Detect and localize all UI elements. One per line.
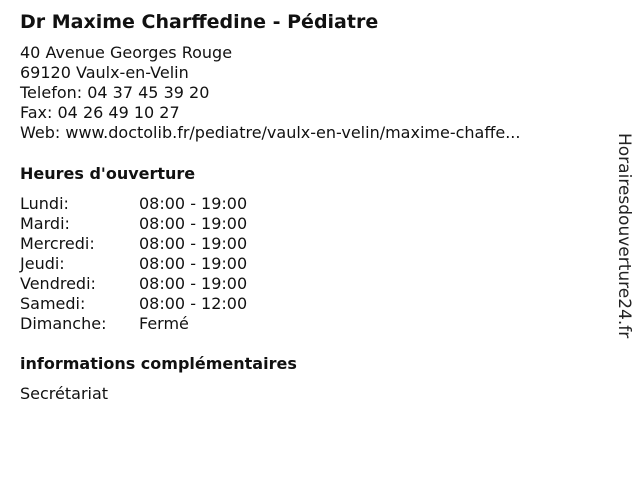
hours-day: Dimanche:: [20, 314, 107, 333]
hours-day: Lundi:: [20, 194, 69, 213]
website-link[interactable]: www.doctolib.fr/pediatre/vaulx-en-velin/maxime-chaffe...: [65, 123, 521, 142]
additional-info-heading: informations complémentaires: [20, 354, 297, 373]
web-label: Web:: [20, 123, 61, 142]
hours-time: 08:00 - 19:00: [139, 254, 248, 273]
hours-day: Jeudi:: [20, 254, 65, 273]
hours-time: 08:00 - 19:00: [139, 274, 248, 293]
hours-day: Samedi:: [20, 294, 86, 313]
hours-day: Mardi:: [20, 214, 70, 233]
fax-number: 04 26 49 10 27: [57, 103, 180, 122]
contact-block: [20, 43, 520, 143]
phone-number[interactable]: 04 37 45 39 20: [87, 83, 210, 102]
hours-time: 08:00 - 12:00: [139, 294, 248, 313]
address-city: 69120 Vaulx-en-Velin: [20, 63, 189, 82]
phone-line: [20, 83, 520, 103]
hours-time: 08:00 - 19:00: [139, 194, 248, 213]
hours-day: Vendredi:: [20, 274, 96, 293]
hours-time: Fermé: [139, 314, 189, 333]
page-title: Dr Maxime Charffedine - Pédiatre: [20, 11, 379, 33]
fax-label: Fax:: [20, 103, 53, 122]
address-street: 40 Avenue Georges Rouge: [20, 43, 233, 62]
hours-time: 08:00 - 19:00: [139, 214, 248, 233]
fax-line: [20, 103, 520, 123]
additional-info-text: Secrétariat: [20, 384, 109, 403]
hours-day: Mercredi:: [20, 234, 95, 253]
opening-hours-heading: Heures d'ouverture: [20, 164, 196, 183]
phone-label: Telefon:: [20, 83, 83, 102]
web-line: [20, 123, 520, 143]
site-watermark: Horairesdouverture24.fr: [614, 133, 634, 339]
hours-time: 08:00 - 19:00: [139, 234, 248, 253]
